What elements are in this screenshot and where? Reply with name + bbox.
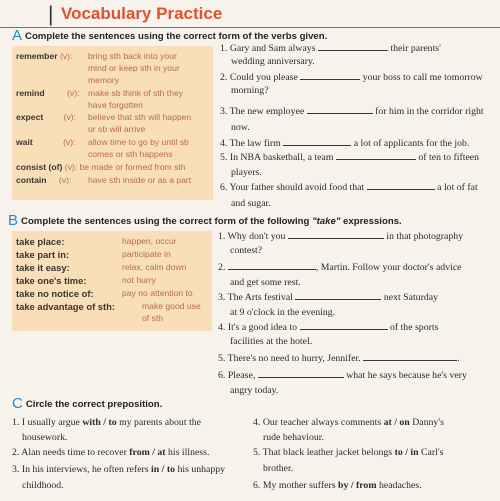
- sentence-text: There's no need to hurry, Jennifer.: [227, 353, 361, 364]
- sentence-text: Carl's: [418, 447, 444, 458]
- exercise-a-1: [220, 43, 441, 55]
- item-number: 5.: [218, 353, 226, 364]
- vocab-definition: make good use: [142, 301, 201, 311]
- vocab-definition: believe that sth will happen: [88, 112, 192, 122]
- section-b-heading: [8, 214, 402, 228]
- sentence-text: a lot of applicants for the job.: [353, 138, 470, 149]
- section-b-vocab-box: [12, 231, 212, 331]
- vocab-pos: (v):: [67, 88, 80, 98]
- preposition-option[interactable]: from: [356, 480, 377, 491]
- section-c-heading: [12, 397, 162, 411]
- exercise-c-3: [12, 464, 225, 476]
- sentence-text: The Arts festival: [227, 292, 293, 303]
- page-title: Vocabulary Practice: [61, 4, 223, 23]
- option-separator: /: [159, 464, 167, 475]
- exercise-c-6: [253, 480, 422, 492]
- exercise-a-5: [220, 152, 479, 164]
- option-separator: /: [348, 480, 356, 491]
- option-separator: /: [391, 417, 400, 428]
- sentence-text: their parents': [390, 43, 441, 54]
- sentence-text: of the sports: [389, 322, 439, 333]
- vocab-term: remember: [16, 51, 58, 61]
- sentence-text: I usually argue: [21, 417, 83, 428]
- exercise-b-3: [218, 292, 438, 304]
- vocab-item-take-no-notice-of: [16, 288, 94, 300]
- vocab-definition: allow time to go by until sb: [88, 137, 189, 147]
- item-number: 2.: [220, 72, 228, 83]
- exercise-b-6: [218, 370, 467, 382]
- answer-blank[interactable]: [300, 322, 388, 330]
- sentence-continuation: housework.: [22, 432, 68, 443]
- vocab-definition: have forgotten: [88, 100, 143, 110]
- answer-blank[interactable]: [367, 182, 435, 190]
- item-number: 6.: [253, 480, 261, 491]
- exercise-c-2: [12, 447, 209, 459]
- exercise-b-5: [218, 353, 460, 365]
- vocab-term: take no notice of:: [16, 288, 94, 299]
- exercise-b-4: [218, 322, 438, 334]
- answer-blank[interactable]: [295, 292, 381, 300]
- sentence-text: Danny's: [409, 417, 444, 428]
- vocab-term: wait: [16, 137, 33, 147]
- section-a-heading: [12, 29, 327, 43]
- vocab-pos: (v):: [58, 175, 72, 185]
- item-number: 1.: [12, 417, 20, 428]
- vocab-item-contain: [16, 175, 71, 186]
- vocab-definition: relax, calm down: [122, 262, 187, 272]
- answer-blank[interactable]: [363, 353, 457, 361]
- item-number: 5.: [253, 447, 261, 458]
- sentence-continuation: and get some rest.: [230, 277, 301, 288]
- vocab-definition: have sth inside or as a part: [88, 175, 192, 185]
- answer-blank[interactable]: [288, 231, 384, 239]
- vocab-term: contain: [16, 175, 47, 185]
- vocab-item-remember: [16, 51, 72, 62]
- sentence-text: next Saturday: [383, 292, 438, 303]
- sentence-text: My mother suffers: [262, 480, 339, 491]
- sentence-continuation: morning?: [231, 85, 269, 96]
- vocab-definition: of sth: [142, 313, 164, 323]
- vocab-item-take-place: [16, 236, 64, 248]
- exercise-b-1: [218, 231, 463, 243]
- vocab-term: take one's time:: [16, 275, 87, 286]
- vocab-item-take-it-easy: [16, 262, 70, 274]
- sentence-continuation: childhood.: [22, 480, 64, 491]
- page-header: [0, 0, 500, 28]
- vocab-definition: memory: [88, 75, 120, 85]
- vocab-definition: participate in: [122, 249, 171, 259]
- sentence-continuation: brother.: [263, 463, 294, 474]
- item-number: 1.: [218, 231, 226, 242]
- vocab-item-take-advantage-of: [16, 301, 115, 313]
- sentence-continuation: rude behaviour.: [263, 432, 324, 443]
- vocab-pos: (v):: [63, 137, 76, 147]
- exercise-a-6: [220, 182, 478, 194]
- item-number: 4.: [218, 322, 226, 333]
- header-rule: [0, 27, 500, 28]
- sentence-continuation: facilities at the hotel.: [230, 336, 313, 347]
- answer-blank[interactable]: [318, 43, 388, 51]
- header-bar: |: [48, 3, 54, 26]
- item-number: 6.: [218, 370, 226, 381]
- vocab-item-take-part-in: [16, 249, 69, 261]
- vocab-term: expect: [16, 112, 44, 122]
- sentence-text: Could you please: [229, 72, 298, 83]
- preposition-option[interactable]: to: [108, 417, 117, 428]
- sentence-text: It's a good idea to: [227, 322, 298, 333]
- item-number: 4.: [220, 138, 228, 149]
- item-number: 4.: [253, 417, 261, 428]
- vocab-item-remind: [16, 88, 79, 99]
- answer-blank[interactable]: [258, 370, 344, 378]
- section-b-instruction-end: expressions.: [340, 216, 402, 227]
- item-number: 3.: [220, 106, 228, 117]
- vocab-definition: or sb will arrive: [88, 124, 146, 134]
- section-b-instruction-em: "take": [312, 216, 341, 227]
- exercise-a-2: [220, 72, 483, 84]
- option-separator: /: [100, 417, 109, 428]
- sentence-text: Our teacher always comments: [262, 417, 384, 428]
- exercise-c-4: [253, 417, 444, 429]
- vocab-item-take-ones-time: [16, 275, 86, 287]
- answer-blank[interactable]: [307, 106, 373, 114]
- option-separator: /: [149, 447, 158, 458]
- vocab-definition: not hurry: [122, 275, 156, 285]
- sentence-text: In his interviews, he often refers: [21, 464, 152, 475]
- sentence-text: of ten to fifteen: [418, 152, 480, 163]
- sentence-text: Please,: [227, 370, 256, 381]
- sentence-text: my parents about the: [116, 417, 201, 428]
- preposition-option[interactable]: in: [410, 447, 419, 458]
- sentence-text: That black leather jacket belongs: [262, 447, 395, 458]
- sentence-text: what he says because he's very: [346, 370, 467, 381]
- vocab-pos: (v):: [59, 51, 73, 61]
- answer-blank[interactable]: [336, 152, 416, 160]
- preposition-option[interactable]: in: [151, 464, 160, 475]
- sentence-text: In NBA basketball, a team: [229, 152, 334, 163]
- section-c-instruction: Circle the correct preposition.: [25, 399, 163, 410]
- item-number: 2.: [12, 447, 20, 458]
- sentence-text: Gary and Sam always: [229, 43, 316, 54]
- sentence-text: your boss to call me tomorrow: [362, 72, 483, 83]
- sentence-text: The law firm: [229, 138, 281, 149]
- vocab-definition: bring sth back into your: [88, 51, 177, 61]
- sentence-text: The new employee: [229, 106, 305, 117]
- exercise-b-2: [218, 262, 462, 274]
- vocab-term: take it easy:: [16, 262, 70, 273]
- vocab-term: consist (of): [16, 162, 63, 172]
- vocab-pos: (v):: [64, 162, 78, 172]
- vocab-term: take advantage of sth:: [16, 301, 115, 312]
- sentence-text: in that photography: [386, 231, 464, 242]
- sentence-text: , Martin. Follow your doctor's advice: [315, 262, 462, 273]
- preposition-option[interactable]: from: [129, 447, 150, 458]
- section-c-letter: C: [12, 395, 23, 412]
- exercise-a-4: [220, 138, 469, 150]
- vocab-definition: happen, occur: [122, 236, 177, 246]
- item-number: 3.: [12, 464, 20, 475]
- vocab-item-wait: [16, 137, 76, 148]
- exercise-c-5: [253, 447, 443, 459]
- sentence-text: for him in the corridor right: [375, 106, 484, 117]
- vocab-term: remind: [16, 88, 45, 98]
- vocab-definition: make sb think of sth they: [88, 88, 184, 98]
- vocab-item-consist-of: [16, 162, 186, 173]
- option-separator: /: [402, 447, 411, 458]
- preposition-option[interactable]: with: [82, 417, 101, 428]
- item-number: 5.: [220, 152, 228, 163]
- sentence-continuation: and sugar.: [231, 198, 271, 209]
- preposition-option[interactable]: to: [394, 447, 403, 458]
- section-a-letter: A: [12, 27, 23, 44]
- preposition-option[interactable]: on: [399, 417, 410, 428]
- sentence-continuation: angry today.: [230, 385, 279, 396]
- exercise-a-3: [220, 106, 484, 118]
- vocab-item-expect: [16, 112, 76, 123]
- exercise-c-1: [12, 417, 201, 429]
- sentence-text: .: [457, 353, 460, 364]
- preposition-option[interactable]: by: [338, 480, 349, 491]
- vocab-definition: comes or sth happens: [88, 149, 173, 159]
- preposition-option[interactable]: at: [383, 417, 392, 428]
- answer-blank[interactable]: [300, 72, 360, 80]
- section-a-instruction: Complete the sentences using the correct form of the verbs given.: [25, 31, 328, 42]
- answer-blank[interactable]: [283, 138, 351, 146]
- vocab-term: take place:: [16, 236, 65, 247]
- sentence-text: Alan needs time to recover: [21, 447, 130, 458]
- item-number: 6.: [220, 182, 228, 193]
- item-number: 2.: [218, 262, 226, 273]
- preposition-option[interactable]: to: [166, 464, 176, 475]
- sentence-continuation: wedding anniversary.: [231, 56, 315, 67]
- sentence-text: headaches.: [376, 480, 422, 491]
- sentence-continuation: contest?: [230, 245, 263, 256]
- sentence-text: Your father should avoid food that: [229, 182, 365, 193]
- sentence-continuation: players.: [231, 167, 262, 178]
- section-b-letter: B: [8, 212, 19, 229]
- vocab-pos: (v):: [63, 112, 77, 122]
- sentence-continuation: now.: [231, 122, 250, 133]
- section-a-vocab-box: [12, 46, 213, 200]
- sentence-text: his illness.: [165, 447, 210, 458]
- answer-blank[interactable]: [228, 262, 316, 270]
- item-number: 3.: [218, 292, 226, 303]
- sentence-text: a lot of fat: [437, 182, 478, 193]
- vocab-definition: mind or keep sth in your: [88, 63, 180, 73]
- section-b-instruction: Complete the sentences using the correct form of the following: [21, 216, 313, 227]
- vocab-term: take part in:: [16, 249, 70, 260]
- item-number: 1.: [220, 43, 228, 54]
- vocab-definition: be made or formed from sth: [79, 162, 186, 172]
- sentence-continuation: at 9 o'clock in the evening.: [230, 307, 336, 318]
- sentence-text: Why don't you: [227, 231, 286, 242]
- sentence-text: his unhappy: [175, 464, 226, 475]
- vocab-definition: pay no attention to: [122, 288, 193, 298]
- preposition-option[interactable]: at: [157, 447, 166, 458]
